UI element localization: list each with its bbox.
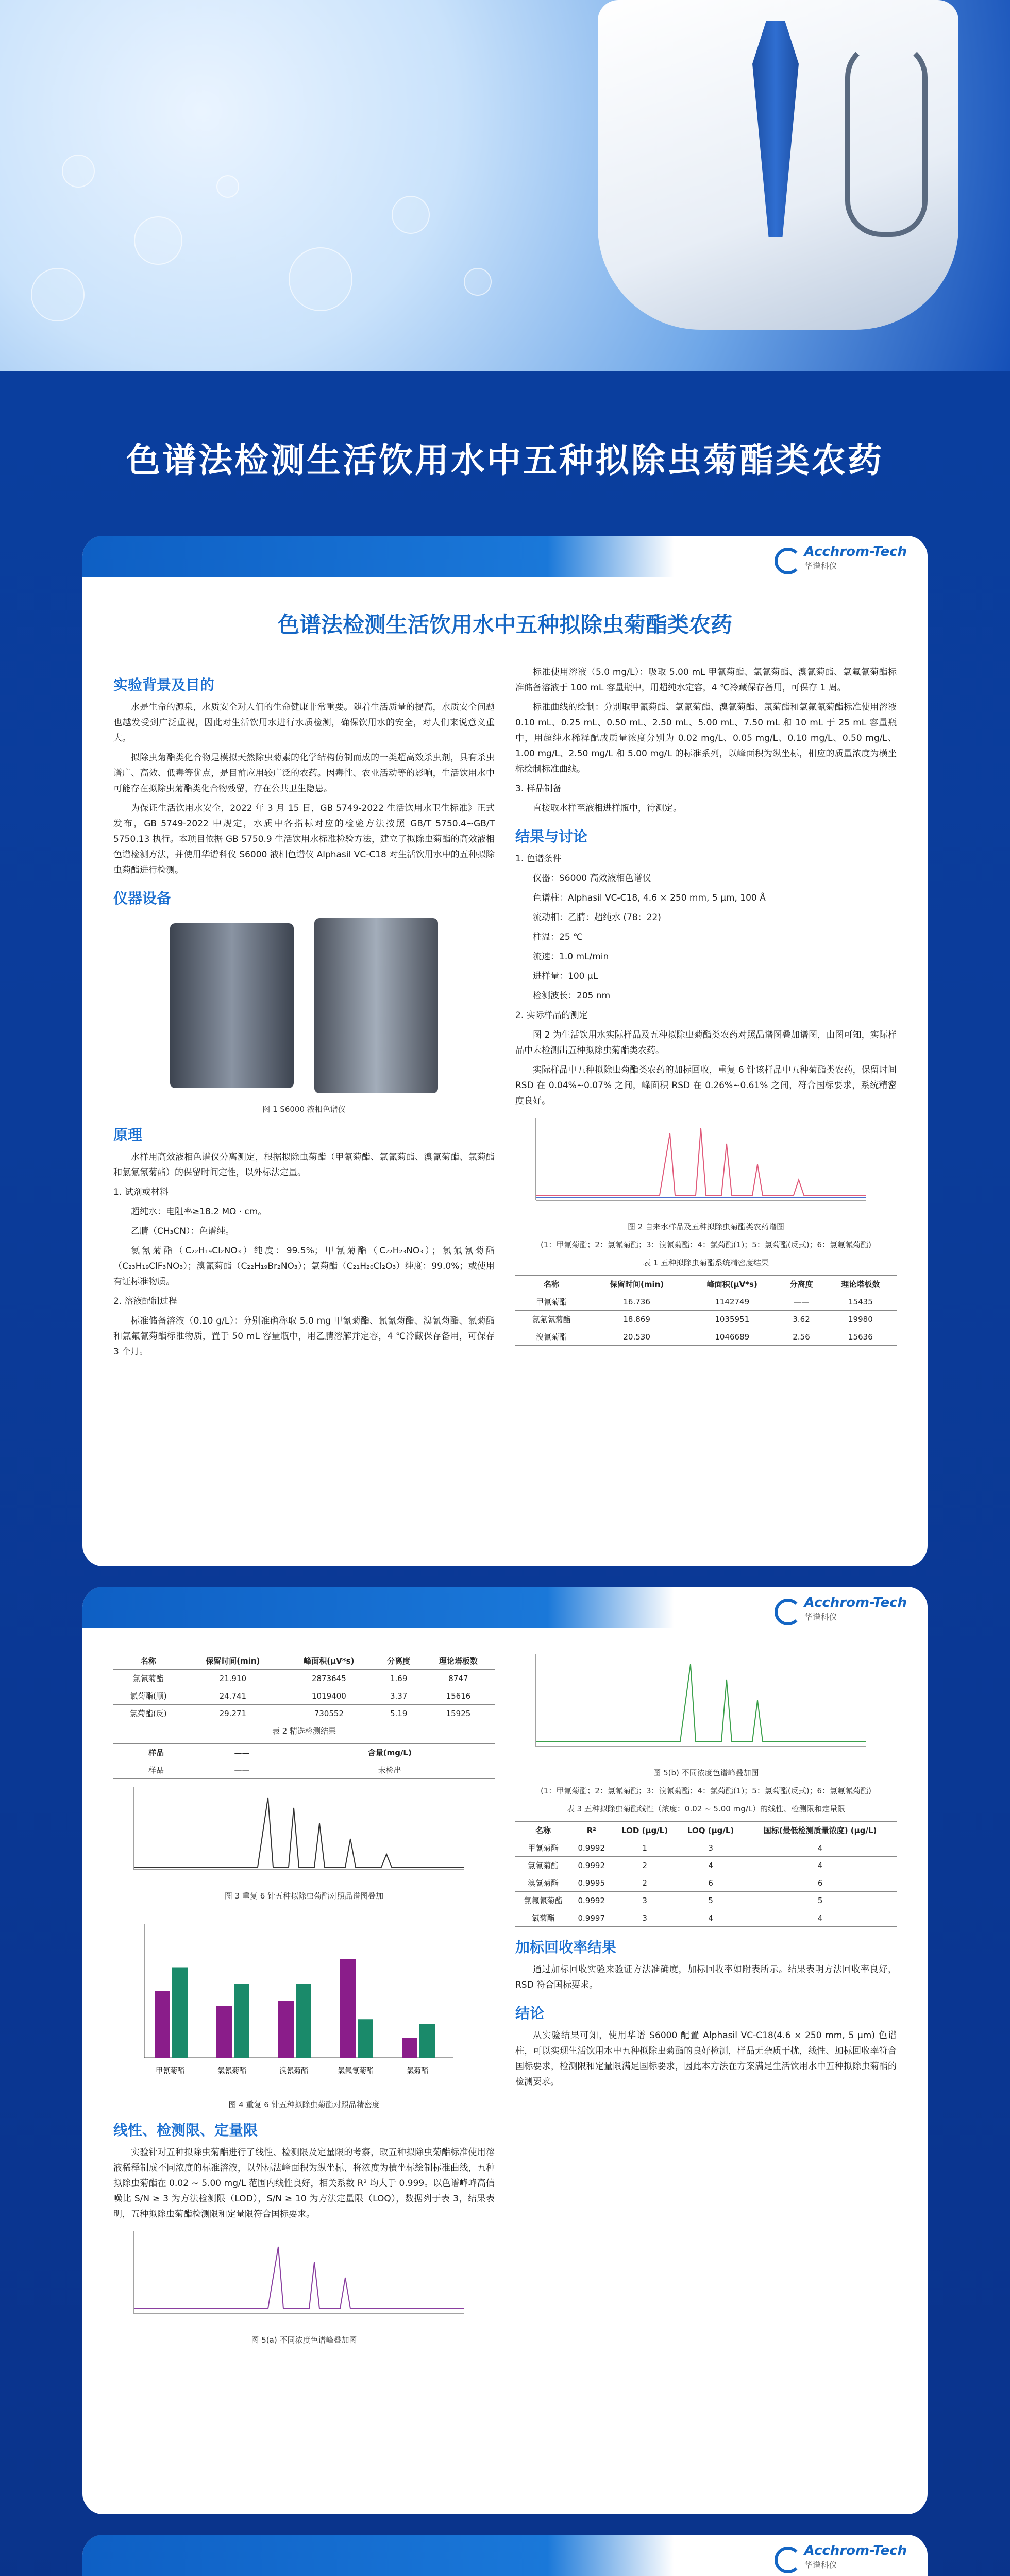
table-cell: 氯菊酯(反) xyxy=(113,1705,183,1722)
bar xyxy=(340,1959,356,2058)
table-cell: 3 xyxy=(678,1839,744,1857)
paragraph: 标准储备溶液（0.10 g/L）：分别准确称取 5.0 mg 甲氰菊酯、氯氰菊酯、溴氰菊酯、氯菊酯和氯氟氰菊酯标准物质，置于 50 mL 容量瓶中，用乙腈溶解并定容，4 ℃冷藏保存备用，可保存 3 个月。 xyxy=(113,1316,495,1357)
table-cell: 样品 xyxy=(113,1761,199,1779)
sheet-3 xyxy=(82,2535,928,2576)
table-cell: 15435 xyxy=(824,1293,897,1311)
table-cell: 3 xyxy=(612,1909,678,1927)
instrument-unit xyxy=(170,923,294,1088)
sheet-header-band xyxy=(82,2535,928,2576)
trace-concentration xyxy=(536,1664,866,1741)
paragraph: 柱温：25 ℃ xyxy=(533,932,583,942)
table-cell: 16.736 xyxy=(587,1293,686,1311)
paragraph: 直接取水样至液相进样瓶中，待测定。 xyxy=(533,803,682,814)
section-heading: 原理 xyxy=(113,1126,143,1143)
paragraph: 实验针对五种拟除虫菊酯进行了线性、检测限及定量限的考察，取五种拟除虫菊酯标准使用溶液稀释制成不同浓度的标准溶液，以外标法峰面积为纵坐标，将浓度为横坐标绘制标准曲线，五种拟除虫菊酯在 0.02 ~ 5.00 mg/L 范围内线性良好，相关系数 R² 均大于 0.999。以色谱峰峰高信噪比 S/N ≥ 3 为方法检测限（LOD），S/N ≥ 10 为方法定量限（LOQ），数据列于表 3，结果表明，五种拟除虫菊酯检测限和定量限符合国标要求。 xyxy=(113,2147,495,2219)
table-cell: 4 xyxy=(744,1857,897,1874)
table-cell: 1.69 xyxy=(376,1670,422,1687)
table-header-cell: 样品 xyxy=(113,1744,199,1761)
brand-logo xyxy=(775,2543,907,2570)
table-cell: 溴氰菊酯 xyxy=(515,1328,587,1346)
paragraph: 3. 样品制备 xyxy=(515,784,562,794)
paragraph: 为保证生活饮用水安全，2022 年 3 月 15 日，GB 5749-2022 生活饮用水卫生标准》正式发布，GB 5749-2022 中规定，水质中各指标对应的检验方法按照 GB/T 5750.4~GB/T 5750.13 执行。本项目依据 GB 5750.9 生活饮用水标准检验方法，建立了拟除虫菊酯的高效液相色谱检测方法，并使用华谱科仪 S6000 液相色谱仪 Alphasil VC-C18 对生活饮用水中的五种拟除虫菊酯进行检测。 xyxy=(113,803,495,875)
table-cell: 未检出 xyxy=(285,1761,495,1779)
bubble-decoration xyxy=(464,268,492,296)
bar xyxy=(234,1984,249,2058)
acchrom-logo-icon xyxy=(775,1599,799,1619)
table-cell: 5 xyxy=(744,1892,897,1909)
table-cell: 730552 xyxy=(282,1705,376,1722)
table-cell: 氯氰菊酯 xyxy=(113,1670,183,1687)
table-header-cell: 国标(最低检测质量浓度) (μg/L) xyxy=(744,1822,897,1839)
bubble-decoration xyxy=(216,175,239,198)
linearity-table xyxy=(515,1821,897,1927)
table-cell: 1046689 xyxy=(686,1328,778,1346)
section-heading: 线性、检测限、定量限 xyxy=(113,2122,258,2139)
table-row xyxy=(515,1328,897,1346)
table-row xyxy=(515,1874,897,1892)
trace-concentration xyxy=(134,2247,464,2309)
tick-label: 氯氟氰菊酯 xyxy=(338,2067,374,2075)
precision-table-2 xyxy=(113,1652,495,1722)
figure-caption: 图 4 重复 6 针五种拟除虫菊酯对照品精密度 xyxy=(228,2100,380,2109)
table-cell: 5.19 xyxy=(376,1705,422,1722)
table-cell: 2873645 xyxy=(282,1670,376,1687)
trace-standard xyxy=(536,1128,866,1195)
brand-logo xyxy=(775,544,907,571)
table-row xyxy=(515,1293,897,1311)
table-header-cell: 名称 xyxy=(113,1652,183,1670)
table-cell: 0.9992 xyxy=(571,1892,612,1909)
paragraph: 标准曲线的绘制：分别取甲氰菊酯、氯氰菊酯、溴氰菊酯、氯菊酯和氯氟氰菊酯标准使用溶液 0.10 mL、0.25 mL、0.50 mL、2.50 mL、5.00 mL、7.50 mL 和 10 mL 于 25 mL 容量瓶中，用超纯水稀释配成质量浓度分别为 0.02 mg/L、0.05 mg/L、0.10 mg/L、0.50 mg/L、1.00 mg/L、2.50 mg/L 和 5.00 mg/L 的标准系列，以峰面积为纵坐标，相应的质量浓度为横坐标绘制标准曲线。 xyxy=(515,702,897,774)
figure-caption: 图 5(a) 不同浓度色谱峰叠加图 xyxy=(251,2335,357,2345)
sheet-1 xyxy=(82,536,928,1566)
table-cell: 15616 xyxy=(422,1687,495,1705)
table-caption: 表 3 五种拟除虫菊酯线性（浓度：0.02 ~ 5.00 mg/L）的线性、检测限和定量限 xyxy=(566,1804,846,1814)
table-cell: 19980 xyxy=(824,1311,897,1328)
acchrom-logo-icon xyxy=(775,2547,799,2567)
table-header-cell: R² xyxy=(571,1822,612,1839)
bubble-decoration xyxy=(392,196,430,234)
table-cell: 0.9995 xyxy=(571,1874,612,1892)
bubble-decoration xyxy=(289,247,352,311)
table-cell: 2.56 xyxy=(778,1328,824,1346)
table-cell: 20.530 xyxy=(587,1328,686,1346)
table-header-cell: 保留时间(min) xyxy=(587,1276,686,1293)
table-cell: 氯菊酯 xyxy=(515,1909,571,1927)
figure-caption: (1：甲氰菊酯；2：氯氰菊酯；3：溴氰菊酯；4：氯菊酯(1)；5：氯菊酯(反式)；6：氯氟氰菊酯) xyxy=(541,1240,871,1249)
table-cell: 29.271 xyxy=(183,1705,282,1722)
paragraph: 仪器：S6000 高效液相色谱仪 xyxy=(533,873,651,884)
table-caption: 表 1 五种拟除虫菊酯系统精密度结果 xyxy=(643,1258,769,1267)
right-column xyxy=(515,1649,897,2352)
table-cell: 4 xyxy=(678,1857,744,1874)
table-header-cell: 分离度 xyxy=(376,1652,422,1670)
table-cell: —— xyxy=(778,1293,824,1311)
chromatogram-figure-2 xyxy=(515,1113,876,1216)
figure-caption: (1：甲氰菊酯；2：氯氰菊酯；3：溴氰菊酯；4：氯菊酯(1)；5：氯菊酯(反式)；6：氯氟氰菊酯) xyxy=(541,1786,871,1795)
paragraph: 氯氰菊酯（C₂₂H₁₉Cl₂NO₃）纯度：99.5%；甲氰菊酯（C₂₂H₂₃NO₃）；氯氟氰菊酯（C₂₃H₁₉ClF₃NO₃）；溴氰菊酯（C₂₂H₁₉Br₂NO₃）；氯菊酯（C₂₁H₂₀Cl₂O₃）纯度：99.0%；或使用有证标准物质。 xyxy=(113,1246,495,1287)
figure-caption: 图 5(b) 不同浓度色谱峰叠加图 xyxy=(653,1768,759,1777)
table-header-cell: 保留时间(min) xyxy=(183,1652,282,1670)
figure-caption: 图 1 S6000 液相色谱仪 xyxy=(262,1105,346,1114)
figure-caption: 图 2 自来水样品及五种拟除虫菊酯类农药谱图 xyxy=(627,1222,785,1231)
paragraph: 流动相：乙腈：超纯水 (78：22) xyxy=(533,912,661,923)
paragraph: 超纯水：电阻率≥18.2 MΩ · cm。 xyxy=(131,1207,267,1217)
bar xyxy=(155,1991,170,2058)
table-row xyxy=(515,1909,897,1927)
table-row xyxy=(515,1839,897,1857)
sheet-title: 色谱法检测生活饮用水中五种拟除虫菊酯类农药 xyxy=(277,612,732,637)
table-cell: 0.9992 xyxy=(571,1857,612,1874)
logo-sub: 华谱科仪 xyxy=(804,1612,837,1622)
paragraph: 乙腈（CH₃CN）：色谱纯。 xyxy=(131,1226,234,1236)
tick-label: 溴氰菊酯 xyxy=(279,2067,308,2075)
table-cell: 氯氟氰菊酯 xyxy=(515,1311,587,1328)
bar xyxy=(358,2019,373,2058)
table-cell: 氯氟氰菊酯 xyxy=(515,1892,571,1909)
logo-name: Acchrom-Tech xyxy=(804,2543,907,2558)
poster-title: 色谱法检测生活饮用水中五种拟除虫菊酯类农药 xyxy=(126,440,884,480)
chromatogram-figure-3 xyxy=(113,1782,474,1885)
table-cell: 4 xyxy=(678,1909,744,1927)
section-heading: 结论 xyxy=(515,2005,545,2022)
table-cell: 8747 xyxy=(422,1670,495,1687)
section-heading: 结果与讨论 xyxy=(515,828,588,845)
paragraph: 实际样品中五种拟除虫菊酯类农药的加标回收，重复 6 针该样品中五种菊酯类农药，保留时间 RSD 在 0.04%~0.07% 之间，峰面积 RSD 在 0.26%~0.61% 之间，符合国标要求，系统精密度良好。 xyxy=(515,1065,897,1106)
table-header-cell: 含量(mg/L) xyxy=(285,1744,495,1761)
table-cell: 21.910 xyxy=(183,1670,282,1687)
chromatogram-figure-5a xyxy=(113,2226,474,2329)
left-column xyxy=(113,1649,495,2352)
tick-label: 甲氰菊酯 xyxy=(156,2067,184,2075)
bar xyxy=(172,1968,188,2058)
section-heading: 加标回收率结果 xyxy=(515,1939,617,1956)
paragraph: 进样量：100 μL xyxy=(533,971,598,981)
table-cell: 6 xyxy=(744,1874,897,1892)
table-cell: 4 xyxy=(744,1909,897,1927)
sheet-header-band xyxy=(82,1587,928,1628)
logo-sub: 华谱科仪 xyxy=(804,2560,837,2570)
sheet-header-band xyxy=(82,536,928,577)
hplc-instrument-image xyxy=(160,913,448,1098)
paragraph: 图 2 为生活饮用水实际样品及五种拟除虫菊酯类农药对照品谱图叠加谱图，由图可知，实际样品中未检测出五种拟除虫菊酯类农药。 xyxy=(515,1030,897,1056)
sheet-2 xyxy=(82,1587,928,2514)
paragraph: 1. 色谱条件 xyxy=(515,854,562,864)
paragraph: 拟除虫菊酯类化合物是模拟天然除虫菊素的化学结构仿制而成的一类超高效杀虫剂，具有杀虫谱广、高效、低毒等优点，是目前应用较广泛的农药。因毒性、农业活动等的影响，生活饮用水中可能存在拟除虫菊酯类化合物残留，存在公共卫生隐患。 xyxy=(113,753,495,794)
hero-banner xyxy=(0,0,1010,371)
sample-result-table xyxy=(113,1743,495,1779)
precision-bar-chart xyxy=(113,1908,474,2094)
table-row xyxy=(515,1857,897,1874)
instrument-unit xyxy=(314,918,438,1093)
table-row xyxy=(515,1892,897,1909)
table-cell: —— xyxy=(199,1761,284,1779)
table-row xyxy=(113,1687,495,1705)
table-cell: 1019400 xyxy=(282,1687,376,1705)
bar xyxy=(216,2006,232,2058)
paragraph: 色谱柱：Alphasil VC-C18, 4.6 × 250 mm, 5 μm, 100 Å xyxy=(533,893,766,903)
table-cell: 15925 xyxy=(422,1705,495,1722)
table-header-cell: 峰面积(μV*s) xyxy=(282,1652,376,1670)
table-header-cell: 名称 xyxy=(515,1822,571,1839)
table-cell: 1035951 xyxy=(686,1311,778,1328)
brand-logo xyxy=(775,1595,907,1622)
bubble-decoration xyxy=(134,216,182,265)
table-header-cell: —— xyxy=(199,1744,284,1761)
table-header-cell: 理论塔板数 xyxy=(824,1276,897,1293)
logo-name: Acchrom-Tech xyxy=(804,1595,907,1611)
section-heading: 仪器设备 xyxy=(113,890,172,907)
table-cell: 甲氰菊酯 xyxy=(515,1293,587,1311)
table-caption: 表 2 精选检测结果 xyxy=(272,1726,336,1736)
table-header-cell: 峰面积(μV*s) xyxy=(686,1276,778,1293)
left-column xyxy=(113,665,495,1364)
stethoscope-icon xyxy=(845,41,928,237)
bubble-decoration xyxy=(31,268,85,321)
paragraph: 从实验结果可知，使用华谱 S6000 配置 Alphasil VC-C18(4.6 × 250 mm, 5 μm) 色谱柱，可以实现生活饮用水中五种拟除虫菊酯的良好检测，样品无杂质干扰，线性、加标回收率符合国标要求，检测限和定量限满足国标要求，因此本方法在方案满足生活饮用水中五种拟除虫菊酯的检测要求。 xyxy=(515,2030,897,2087)
table-cell: 氯氰菊酯 xyxy=(515,1857,571,1874)
table-row xyxy=(113,1670,495,1687)
trace-overlay xyxy=(134,1798,464,1867)
table-cell: 甲氰菊酯 xyxy=(515,1839,571,1857)
table-cell: 0.9992 xyxy=(571,1839,612,1857)
table-cell: 0.9997 xyxy=(571,1909,612,1927)
table-cell: 15636 xyxy=(824,1328,897,1346)
bar xyxy=(278,2001,294,2058)
chromatogram-figure-5b xyxy=(515,1649,876,1762)
paragraph: 2. 溶液配制过程 xyxy=(113,1296,177,1307)
paragraph: 流速：1.0 mL/min xyxy=(533,952,609,962)
table-header-cell: 理论塔板数 xyxy=(422,1652,495,1670)
section-heading: 实验背景及目的 xyxy=(113,676,215,693)
paragraph: 1. 试剂或材料 xyxy=(113,1187,169,1197)
bar xyxy=(296,1984,311,2058)
table-cell: 5 xyxy=(678,1892,744,1909)
table-cell: 溴氰菊酯 xyxy=(515,1874,571,1892)
paragraph: 水是生命的源泉，水质安全对人们的生命健康非常重要。随着生活质量的提高，水质安全问题也越发受到广泛重视，因此对生活饮用水进行水质检测，确保饮用水的安全，对人们来说意义重大。 xyxy=(113,702,495,743)
bar xyxy=(419,2024,435,2058)
logo-sub: 华谱科仪 xyxy=(804,561,837,571)
paragraph: 检测波长：205 nm xyxy=(533,991,611,1001)
table-cell: 1 xyxy=(612,1839,678,1857)
table-header-cell: 分离度 xyxy=(778,1276,824,1293)
right-column xyxy=(515,665,897,1364)
bubble-decoration xyxy=(62,155,95,188)
table-row xyxy=(113,1705,495,1722)
paragraph: 水样用高效液相色谱仪分离测定，根据拟除虫菊酯（甲氰菊酯、氯氰菊酯、溴氰菊酯、氯菊酯和氯氟氰菊酯）的保留时间定性，以外标法定量。 xyxy=(113,1152,495,1178)
table-cell: 氯菊酯(顺) xyxy=(113,1687,183,1705)
table-cell: 4 xyxy=(744,1839,897,1857)
table-cell: 2 xyxy=(612,1874,678,1892)
table-row xyxy=(515,1311,897,1328)
table-cell: 6 xyxy=(678,1874,744,1892)
paragraph: 标准使用溶液（5.0 mg/L）：吸取 5.00 mL 甲氰菊酯、氯氰菊酯、溴氰菊酯、氯氟氰菊酯标准储备溶液于 100 mL 容量瓶中，用超纯水定容，4 ℃冷藏保存备用，可保存 1 周。 xyxy=(515,667,897,693)
table-cell: 3.62 xyxy=(778,1311,824,1328)
table-cell: 3 xyxy=(612,1892,678,1909)
figure-caption: 图 3 重复 6 针五种拟除虫菊酯对照品谱图叠加 xyxy=(224,1891,384,1901)
table-cell: 1142749 xyxy=(686,1293,778,1311)
table-cell: 24.741 xyxy=(183,1687,282,1705)
table-cell: 3.37 xyxy=(376,1687,422,1705)
logo-name: Acchrom-Tech xyxy=(804,544,907,560)
bar xyxy=(402,2038,417,2058)
precision-table-1 xyxy=(515,1275,897,1346)
paragraph: 2. 实际样品的测定 xyxy=(515,1010,588,1021)
tick-label: 氯菊酯 xyxy=(407,2067,428,2075)
table-header-cell: 名称 xyxy=(515,1276,587,1293)
acchrom-logo-icon xyxy=(775,548,799,568)
table-cell: 2 xyxy=(612,1857,678,1874)
paragraph: 通过加标回收实验来验证方法准确度，加标回收率如附表所示。结果表明方法回收率良好，RSD 符合国标要求。 xyxy=(515,1964,897,1990)
table-header-cell: LOQ (μg/L) xyxy=(678,1822,744,1839)
table-header-cell: LOD (μg/L) xyxy=(612,1822,678,1839)
table-cell: 18.869 xyxy=(587,1311,686,1328)
tick-label: 氯氰菊酯 xyxy=(217,2067,246,2075)
